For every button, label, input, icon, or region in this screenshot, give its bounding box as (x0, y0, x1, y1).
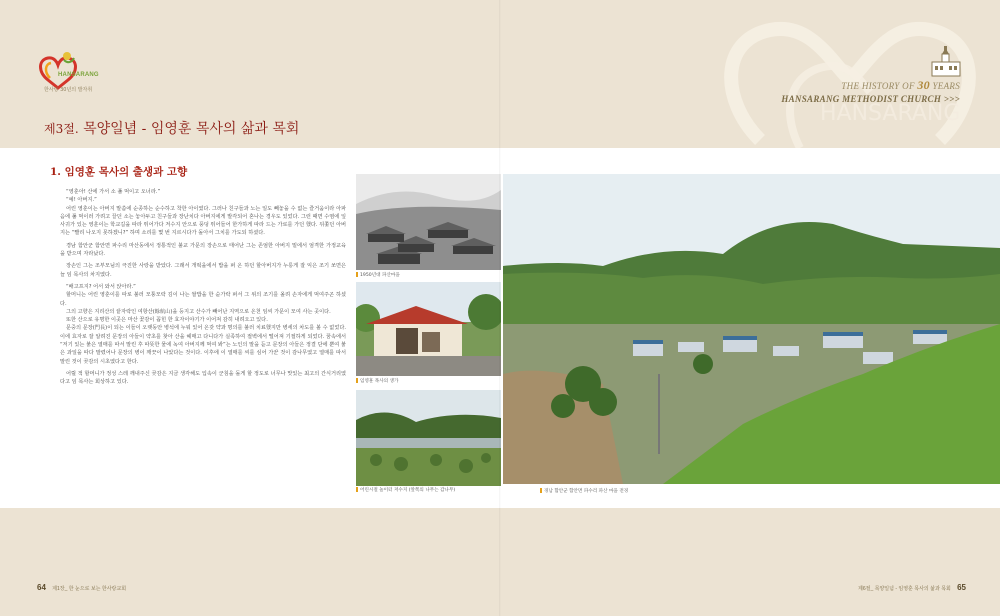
body-paragraph: 할머니는 어린 영훈이를 따로 불러 모퉁모락 김이 나는 쌀밥을 한 숟가락 퍼서 그 위의 조기를 올려 손자에게 먹여주곤 하셨다. (60, 292, 346, 307)
body-paragraph: 문중의 문장(門長)이 되는 이들이 오랫동안 병석에 누워 있어 온갖 약과 명의를 불러 치료했지만 병세의 차도를 볼 수 없었다. 이에 효자로 잘 알려진 문장의 아들이 약초를 찾아 산을 헤매고 다니다가 실족하여 절벽에서 떨어져 기절하게 되었다. 꿈속에서 “저기 있는 붉은 열매를 따서 말린 후 따뜻한 물에 녹여 아버지께 먹여 봐”는 노인의 말을 듣고 문장의 아들은 정결 단에 뿐여 붉은 과일을 따다 말렸어나 문장의 병이 깨끗이 나았다는 것이다. 이후에 이 열매를 씨를 심어 가꾼 것이 감나무였고 열매를 따서 말린 것이 곶감의 시초였다고 한다. (60, 325, 346, 365)
history-years-word: YEARS (932, 81, 960, 91)
right-running-title: 제6절_ 목양일념 - 임영훈 목사의 삶과 목회 (858, 586, 951, 592)
section-title: 1. 임영훈 목사의 출생과 고향 (50, 166, 188, 178)
caption-reservoir: 어린시절 놀이터 저수지 (앞쪽의 나무는 감나무) (356, 487, 455, 493)
body-text (60, 188, 346, 387)
body-paragraph: “배고프지? 어서 와서 앉아라.” (66, 283, 136, 290)
history-tagline (781, 78, 960, 104)
history-prefix: THE HISTORY OF (841, 81, 915, 91)
church-icon (928, 44, 964, 78)
history-years-number: 30 (917, 78, 930, 92)
caption-birthplace: 임영훈 목사의 생가 (356, 378, 398, 384)
body-paragraph: “영훈아! 산에 가서 소 풀 먹이고 오너라.” (66, 189, 161, 195)
caption-village-1950: 1950년대 파산마을 (356, 272, 400, 278)
body-paragraph: 장손인 그는 조부모님의 극진한 사랑을 받았다. 그래서 개떡을에서 밥을 퍼 온 하던 할아버지가 누룽게 잘 익은 조기 쏘면은 늘 임 목사의 차지였다. (60, 263, 346, 278)
photo-birthplace (356, 282, 501, 376)
right-folio (858, 583, 966, 592)
history-line-1 (781, 78, 960, 93)
photo-village-1950 (356, 174, 501, 270)
photo-village-panorama (503, 174, 1000, 484)
chapter-prefix: 제3절. (44, 122, 79, 136)
right-page-number: 65 (957, 583, 966, 592)
left-folio (37, 583, 126, 592)
body-paragraph: 어린 영훈이는 아버지 말씀에 순종하는 순수하고 착한 아이였다. 그러나 친구들과 노는 일도 빼놓을 수 없는 즐거움이라 아파음에 풀 먹이러 가려고 끌던 소는 놓아두고 친구들과 장난치다 아버지에게 발각되어 혼나는 경우도 있었다. 그런 때면 수염에 잎사귀가 있는 영훈이는 학교길을 따라 뛰어가다 저수지 안으로 풍덩 뛰어들어 한가하게 따라 드는 가로를 가던 했다. 뒤쫓던 아버지는 “빨리 나오지 못하겠니?” 하며 소리를 몇 번 지르시다가 돌아서 그치를 가도되 하셨다. (60, 205, 346, 237)
chapter-title-text: 목양일념 - 임영훈 목사의 삶과 목회 (83, 121, 300, 137)
logo-subtitle: 한사랑 30년의 발자취 (44, 87, 93, 93)
photo-reservoir (356, 390, 501, 486)
svg-text:HANSARANG: HANSARANG (820, 101, 961, 126)
body-paragraph: 그의 고향은 지리산의 끝자락인 여항산(餘航山)을 등지고 산수가 빼어난 지역으로 온천 임씨 가문이 모여 사는 곳이다. (66, 308, 331, 315)
logo-brand-text: HANSARANG (58, 72, 99, 78)
body-paragraph: 어릴 적 할머니가 정성 스레 깨내주신 곶감은 지금 생각해도 입속이 군침을 돌게 할 정도로 너무나 맛있는 최고의 간식거리였다고 임 목사는 회상하고 있다. (60, 370, 346, 386)
body-paragraph: 경남 함안군 함안면 파수리 마산동에서 정통적인 불교 가문의 장손으로 태어난 그는 존엄한 아버지 밑에서 엄격한 가정교육을 받으며 자라났다. (60, 242, 346, 258)
chapter-title (44, 118, 299, 138)
history-line-2: HANSARANG METHODIST CHURCH >>> (781, 94, 960, 104)
caption-panorama: 경남 함안군 함안면 파수리 파산 마을 전경 (540, 488, 628, 494)
book-gutter (499, 0, 501, 616)
left-page-number: 64 (37, 583, 46, 592)
left-running-title: 제1장_ 한 눈으로 보는 한사랑교회 (52, 586, 127, 592)
body-paragraph: 또한 산으로 유명한 이곳은 마산 꽃감이 꼽힌 한 효자이야기가 이어져 감히 내려오고 있다. (66, 317, 268, 324)
body-paragraph: “예! 아버지.” (66, 197, 97, 204)
